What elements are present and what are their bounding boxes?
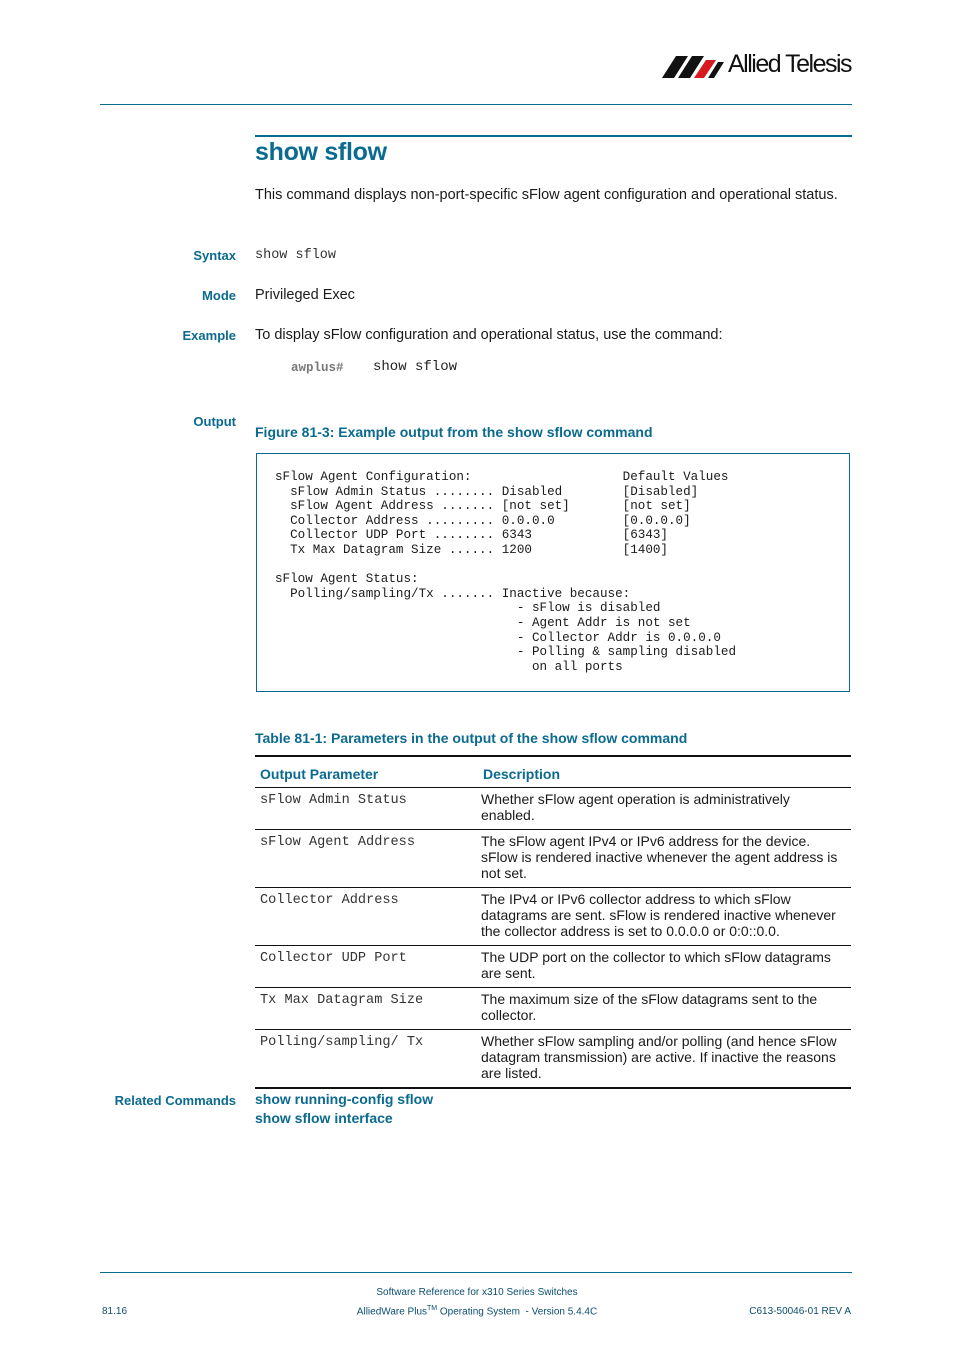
description-cell: The IPv4 or IPv6 collector address to which sFlow datagrams are sent. sFlow is rendered inactive whenever the collector address is set to 0.0.0.0 or 0:0::0.0. [478, 888, 851, 946]
description-cell: The UDP port on the collector to which sFlow datagrams are sent. [478, 946, 851, 988]
parameter-cell: sFlow Agent Address [255, 830, 478, 888]
syntax-value: show sflow [255, 248, 337, 263]
allied-telesis-logo [662, 50, 854, 82]
title-rule [255, 135, 852, 137]
output-label: Output [193, 414, 236, 429]
footer-page-number: 81.16 [102, 1306, 128, 1317]
description-cell: Whether sFlow agent operation is administratively enabled. [478, 788, 851, 830]
footer-os-prefix: AlliedWare Plus [356, 1306, 428, 1318]
parameter-cell: Collector UDP Port [255, 946, 478, 988]
footer-title: Software Reference for x310 Series Switches [376, 1287, 578, 1298]
description-cell: The maximum size of the sFlow datagrams sent to the collector. [478, 988, 851, 1030]
example-text: To display sFlow configuration and operational status, use the command: [255, 327, 723, 343]
page-title: show sflow [255, 138, 387, 166]
footer-os-suffix: Operating System - Version 5.4.4C [437, 1306, 598, 1318]
footer-doc-id: C613-50046-01 REV A [749, 1306, 851, 1317]
related-commands-label: Related Commands [114, 1093, 236, 1108]
parameter-cell: Collector Address [255, 888, 478, 946]
mode-label: Mode [202, 288, 236, 303]
header-rule [100, 104, 852, 105]
intro-text: This command displays non-port-specific sFlow agent configuration and operational status. [255, 187, 838, 203]
footer-rule [100, 1272, 852, 1273]
parameters-table [255, 755, 851, 1089]
logo-wordmark: Allied Telesis [728, 50, 852, 78]
example-command: show sflow [373, 359, 458, 375]
table-row [255, 788, 851, 830]
example-prompt: awplus# [291, 361, 344, 375]
related-commands-list [255, 1090, 433, 1128]
column-header-parameter: Output Parameter [255, 756, 478, 788]
syntax-label: Syntax [193, 248, 236, 263]
mode-value: Privileged Exec [255, 287, 355, 303]
description-cell: The sFlow agent IPv4 or IPv6 address for the device. sFlow is rendered inactive whenever the agent address is not set. [478, 830, 851, 888]
allied-telesis-logo-mark-icon [662, 54, 724, 80]
link-show-running-config-sflow[interactable]: show running-config sflow [255, 1091, 434, 1107]
link-show-sflow-interface[interactable]: show sflow interface [255, 1110, 393, 1126]
table-row [255, 946, 851, 988]
example-label: Example [182, 328, 236, 343]
parameter-cell: Tx Max Datagram Size [255, 988, 478, 1030]
command-output-box [256, 453, 850, 692]
column-header-description: Description [478, 756, 851, 788]
table-row [255, 888, 851, 946]
parameter-cell: sFlow Admin Status [255, 788, 478, 830]
table-row [255, 830, 851, 888]
parameter-cell: Polling/sampling/ Tx [260, 1035, 424, 1050]
table-row [255, 1030, 851, 1089]
description-cell: Whether sFlow sampling and/or polling (and hence sFlow datagram transmission) are active. If inactive the reasons are listed. [481, 1033, 837, 1081]
table-caption: Table 81-1: Parameters in the output of the show sflow command [255, 730, 688, 746]
footer-trademark: TM [427, 1305, 438, 1312]
table-header-row [255, 756, 851, 788]
figure-caption: Figure 81-3: Example output from the show sflow command [255, 424, 653, 440]
command-output-text: sFlow Agent Configuration: Default Values sFlow Admin Status ........ Disabled [Disabled] sFlow Agent Address ....... [not set] [not set] Collector Address ......... 0.0.0.0 [0.0.0.0] Collector UDP Port ........ 6343 [6343] Tx Max Datagram Size ...... 1200 [1400] sFlow Agent Status: Polling/sampling/Tx ....... Inactive because: - sFlow is disabled - Agent Addr is not set - Collector Addr is 0.0.0.0 - Polling & sampling disabled on all ports [275, 470, 737, 674]
table-row [255, 988, 851, 1030]
